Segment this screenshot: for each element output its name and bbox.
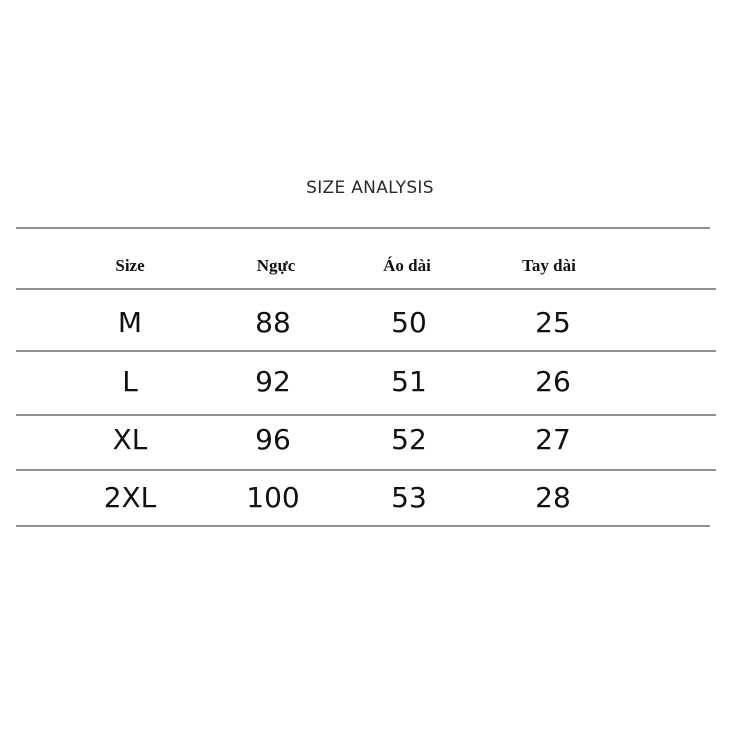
- row-1-length: 50: [391, 306, 427, 339]
- row-2-chest: 92: [255, 365, 291, 398]
- row-3-sleeve: 27: [535, 423, 571, 456]
- row-3-chest: 96: [255, 423, 291, 456]
- row-4-sleeve: 28: [535, 481, 571, 514]
- row-3-length: 52: [391, 423, 427, 456]
- row-3-size: XL: [112, 423, 148, 456]
- row-4-chest: 100: [246, 481, 300, 514]
- divider-bottom: [16, 525, 710, 527]
- row-2-length: 51: [391, 365, 427, 398]
- row-2-size: L: [122, 365, 138, 398]
- header-size: Size: [115, 256, 145, 275]
- divider-header: [16, 288, 716, 290]
- divider-row-3: [16, 469, 716, 471]
- row-4-size: 2XL: [103, 481, 157, 514]
- header-length: Áo dài: [383, 256, 431, 275]
- chart-title: SIZE ANALYSIS: [306, 178, 434, 198]
- row-4-length: 53: [391, 481, 427, 514]
- header-sleeve: Tay dài: [522, 256, 576, 275]
- row-1-size: M: [117, 306, 143, 339]
- row-1-sleeve: 25: [535, 306, 571, 339]
- row-2-sleeve: 26: [535, 365, 571, 398]
- divider-row-2: [16, 414, 716, 416]
- divider-row-1: [16, 350, 716, 352]
- divider-top: [16, 227, 710, 229]
- header-chest: Ngực: [256, 256, 296, 275]
- row-1-chest: 88: [255, 306, 291, 339]
